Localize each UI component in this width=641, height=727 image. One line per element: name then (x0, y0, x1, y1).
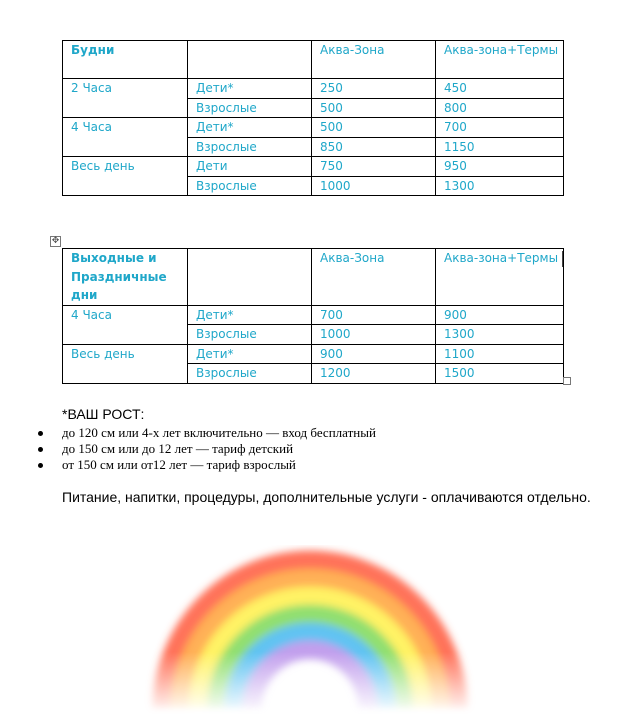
header-cell: Аква-зона+Термы (436, 41, 564, 79)
category-cell: Взрослые (188, 137, 312, 157)
header-cell (188, 249, 312, 306)
category-cell: Дети* (188, 344, 312, 364)
category-cell: Дети* (188, 79, 312, 99)
text-cursor (562, 251, 563, 267)
duration-cell: 4 Часа (63, 118, 188, 157)
header-cell (188, 41, 312, 79)
list-item-text: от 150 см или от12 лет — тариф взрослый (62, 457, 296, 472)
table-header-row (63, 249, 564, 306)
price-cell: 1300 (436, 325, 564, 345)
price-cell: 250 (312, 79, 436, 99)
duration-cell: 2 Часа (63, 79, 188, 118)
price-cell: 950 (436, 157, 564, 177)
category-cell: Взрослые (188, 364, 312, 384)
header-cell: Выходные и Праздничные дни (63, 249, 188, 306)
price-cell: 1200 (312, 364, 436, 384)
duration-cell: Весь день (63, 157, 188, 196)
list-item-text: до 150 см или до 12 лет — тариф детский (62, 441, 294, 456)
price-cell: 900 (436, 305, 564, 325)
table-row (63, 118, 564, 138)
bullet-icon (38, 463, 43, 468)
list-item (0, 457, 376, 473)
price-cell: 700 (436, 118, 564, 138)
price-cell: 1300 (436, 176, 564, 196)
category-cell: Дети* (188, 305, 312, 325)
list-item (0, 425, 376, 441)
header-cell: Аква-Зона (312, 41, 436, 79)
category-cell: Взрослые (188, 325, 312, 345)
category-cell: Взрослые (188, 176, 312, 196)
table-row (63, 157, 564, 177)
price-cell: 1000 (312, 176, 436, 196)
price-cell: 850 (312, 137, 436, 157)
holiday-price-table (62, 248, 564, 384)
table-row (63, 344, 564, 364)
price-cell: 1100 (436, 344, 564, 364)
list-item-text: до 120 см или 4-х лет включительно — вход бесплатный (62, 425, 376, 440)
category-cell: Дети (188, 157, 312, 177)
price-cell: 900 (312, 344, 436, 364)
category-cell: Дети* (188, 118, 312, 138)
rainbow-image (140, 505, 480, 715)
header-cell: Будни (63, 41, 188, 79)
list-item (0, 441, 376, 457)
price-cell: 700 (312, 305, 436, 325)
table-resize-handle-icon[interactable] (563, 377, 571, 385)
table-row (63, 79, 564, 99)
table-move-handle-icon[interactable]: ✥ (51, 236, 60, 246)
header-cell: Аква-Зона (312, 249, 436, 306)
extra-services-note: Питание, напитки, процедуры, дополнительные услуги - оплачиваются отдельно. (62, 489, 591, 505)
table-header-row (63, 41, 564, 79)
weekday-price-table (62, 40, 564, 196)
price-cell: 1500 (436, 364, 564, 384)
price-cell: 500 (312, 118, 436, 138)
price-cell: 1150 (436, 137, 564, 157)
duration-cell: Весь день (63, 344, 188, 383)
category-cell: Взрослые (188, 98, 312, 118)
duration-cell: 4 Часа (63, 305, 188, 344)
price-cell: 750 (312, 157, 436, 177)
price-cell: 500 (312, 98, 436, 118)
height-rules-list (0, 425, 376, 473)
height-title: *ВАШ РОСТ: (62, 406, 145, 422)
bullet-icon (38, 447, 43, 452)
bullet-icon (38, 431, 43, 436)
price-cell: 1000 (312, 325, 436, 345)
table-row (63, 305, 564, 325)
header-cell: Аква-зона+Термы (436, 249, 564, 306)
price-cell: 800 (436, 98, 564, 118)
price-cell: 450 (436, 79, 564, 99)
